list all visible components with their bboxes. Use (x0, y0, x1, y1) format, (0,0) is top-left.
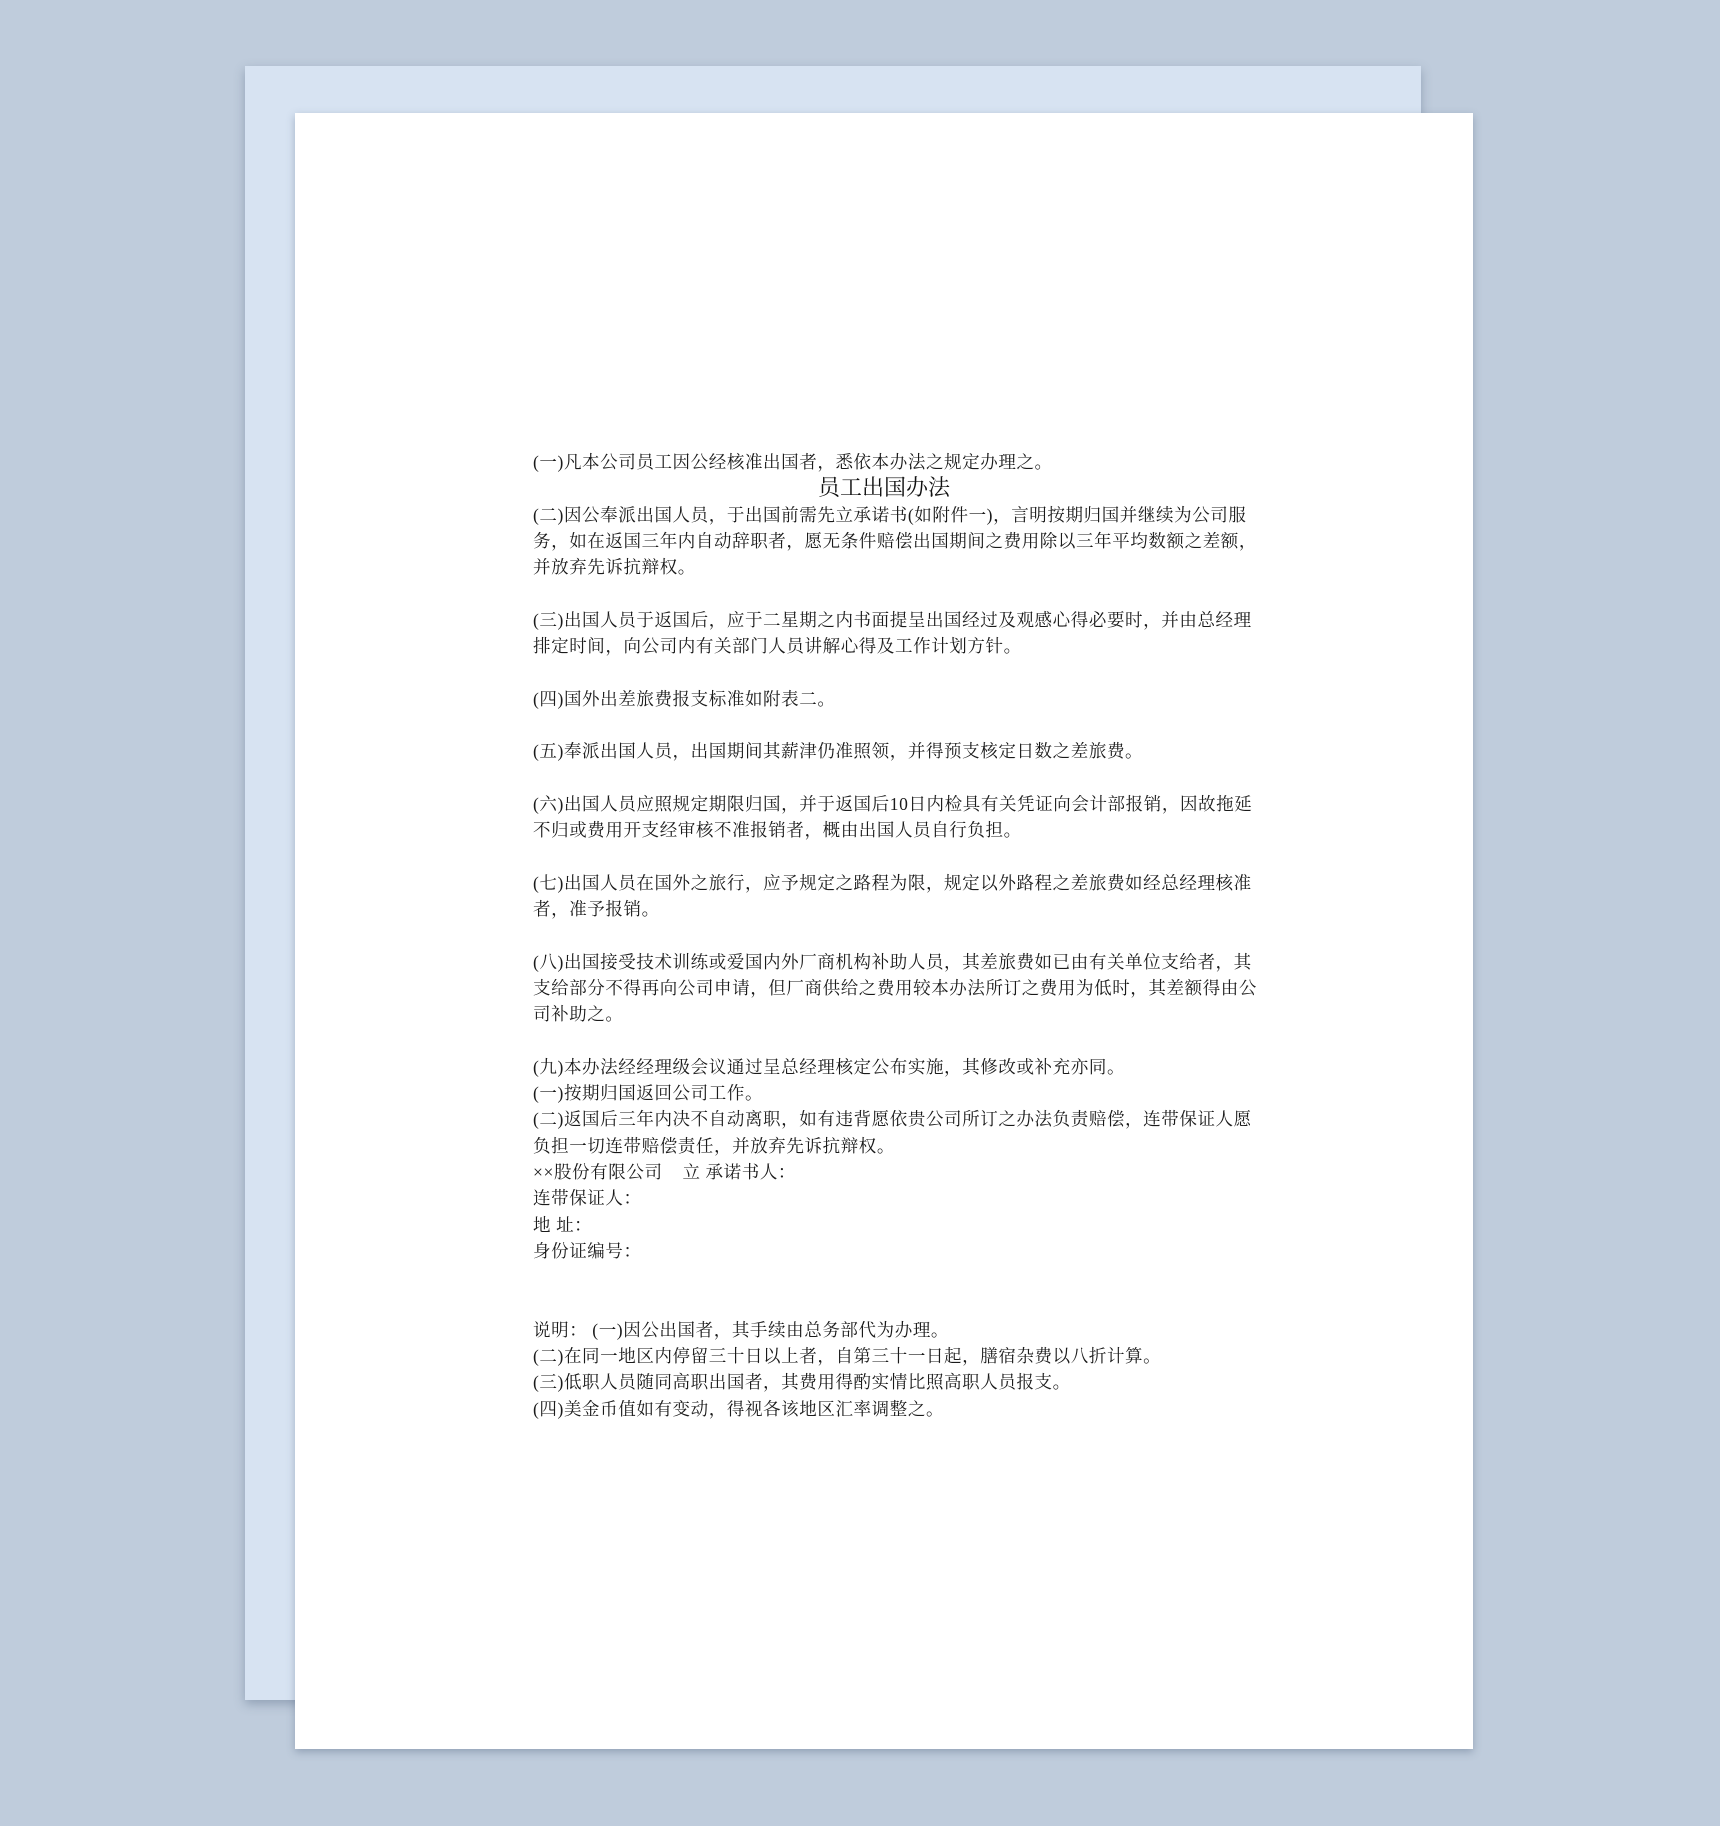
text-line: (一)按期归国返回公司工作。 (533, 1083, 764, 1104)
text-line: (二)在同一地区内停留三十日以上者，自第三十一日起，膳宿杂费以八折计算。 (533, 1346, 1162, 1367)
document-title: 员工出国办法 (817, 475, 950, 500)
text-line: (七)出国人员在国外之旅行，应予规定之路程为限，规定以外路程之差旅费如经总经理核准 (533, 872, 1252, 893)
text-line: (一)凡本公司员工因公经核准出国者，悉依本办法之规定办理之。 (533, 452, 1053, 472)
blank-line (533, 659, 1253, 685)
text-line: (三)出国人员于返国后，应于二星期之内书面提呈出国经过及观感心得必要时，并由总经理 (533, 609, 1252, 630)
blank-line (533, 922, 1253, 948)
text-line: (八)出国接受技术训练或爱国内外厂商机构补助人员，其差旅费如已由有关单位支给者，其 (533, 951, 1252, 972)
text-line: 地 址： (533, 1214, 593, 1235)
text-line: ××股份有限公司 立 承诺书人： (533, 1162, 797, 1183)
blank-line (533, 1264, 1253, 1290)
text-line: (九)本办法经经理级会议通过呈总经理核定公布实施，其修改或补充亦同。 (533, 1056, 1126, 1077)
text-line: 务，如在返国三年内自动辞职者，愿无条件赔偿出国期间之费用除以三年平均数额之差额， (533, 530, 1257, 551)
text-line: (二)返国后三年内决不自动离职，如有违背愿依贵公司所订之办法负责赔偿，连带保证人愿 (533, 1109, 1252, 1130)
text-line: 连带保证人： (533, 1188, 642, 1209)
text-line: (五)奉派出国人员，出国期间其薪津仍准照领，并得预支核定日数之差旅费。 (533, 741, 1144, 762)
text-line: 司补助之。 (533, 1004, 624, 1025)
text-line: (二)因公奉派出国人员，于出国前需先立承诺书(如附件一)，言明按期归国并继续为公司服 (533, 504, 1247, 525)
blank-line (533, 580, 1253, 606)
text-line: 排定时间，向公司内有关部门人员讲解心得及工作计划方针。 (533, 636, 1022, 657)
blank-line (533, 843, 1253, 869)
text-line: 并放弃先诉抗辩权。 (533, 557, 696, 578)
blank-line (533, 1291, 1253, 1317)
text-line: (四)国外出差旅费报支标准如附表二。 (533, 688, 836, 709)
blank-line (533, 475, 1253, 501)
text-line: 不归或费用开支经审核不准报销者，概由出国人员自行负担。 (533, 820, 1022, 841)
text-line: 负担一切连带赔偿责任，并放弃先诉抗辩权。 (533, 1135, 895, 1156)
blank-line (533, 765, 1253, 791)
blank-line (533, 1028, 1253, 1054)
text-line: (三)低职人员随同高职出国者，其费用得酌实情比照高职人员报支。 (533, 1372, 1071, 1393)
document-body (533, 449, 1257, 1422)
text-line: 说明： (一)因公出国者，其手续由总务部代为办理。 (533, 1319, 950, 1340)
text-line: 者，准予报销。 (533, 899, 660, 920)
text-line: (四)美金币值如有变动，得视各该地区汇率调整之。 (533, 1398, 945, 1419)
text-line: 支给部分不得再向公司申请，但厂商供给之费用较本办法所订之费用为低时，其差额得由公 (533, 977, 1257, 998)
text-line: 身份证编号： (533, 1240, 642, 1261)
blank-line (533, 712, 1253, 738)
text-line: (六)出国人员应照规定期限归国，并于返国后10日内检具有关凭证向会计部报销，因故拖延 (533, 793, 1253, 814)
